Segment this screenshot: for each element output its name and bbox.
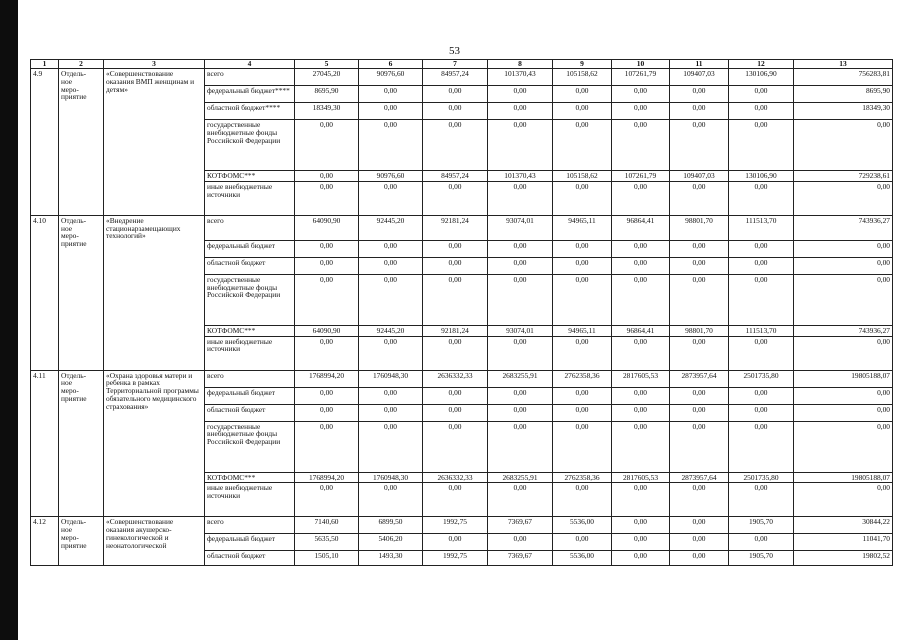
amount-cell: 0,00: [670, 551, 729, 566]
column-header: 2: [59, 60, 104, 69]
amount-cell: 0,00: [729, 181, 794, 215]
budget-table: [30, 59, 893, 566]
amount-cell: 0,00: [295, 257, 359, 274]
amount-cell: 0,00: [295, 404, 359, 421]
measure-number: 4.9: [31, 69, 59, 216]
amount-cell: 0,00: [729, 240, 794, 257]
column-header: 3: [104, 60, 205, 69]
amount-cell: 84957,24: [423, 171, 488, 182]
funding-source: иные внебюджетные источники: [205, 181, 295, 215]
amount-cell: 0,00: [359, 404, 423, 421]
amount-cell: 101370,43: [488, 69, 553, 86]
amount-cell: 107261,79: [612, 171, 670, 182]
funding-source: КОТФОМС***: [205, 325, 295, 336]
funding-source: федеральный бюджет: [205, 387, 295, 404]
amount-cell: 0,00: [359, 257, 423, 274]
amount-cell: 0,00: [423, 257, 488, 274]
amount-cell: 0,00: [423, 86, 488, 103]
amount-cell: 98801,70: [670, 215, 729, 240]
amount-cell: 0,00: [488, 257, 553, 274]
amount-cell: 0,00: [488, 534, 553, 551]
amount-cell: 1905,70: [729, 517, 794, 534]
amount-cell: 96864,41: [612, 215, 670, 240]
amount-cell: 0,00: [295, 387, 359, 404]
amount-cell: 18349,30: [295, 103, 359, 120]
amount-cell: 729238,61: [794, 171, 893, 182]
amount-cell: 0,00: [670, 517, 729, 534]
amount-cell: 0,00: [794, 387, 893, 404]
amount-cell: 0,00: [729, 421, 794, 472]
measure-number: 4.11: [31, 370, 59, 517]
amount-cell: 92181,24: [423, 215, 488, 240]
amount-cell: 0,00: [729, 404, 794, 421]
measure-type: Отдель- ное меро- приятие: [59, 69, 104, 216]
funding-source: всего: [205, 370, 295, 387]
amount-cell: 0,00: [359, 483, 423, 517]
amount-cell: 0,00: [488, 404, 553, 421]
amount-cell: 0,00: [423, 387, 488, 404]
measure-type: Отдель- ное меро- приятие: [59, 517, 104, 566]
amount-cell: 7369,67: [488, 551, 553, 566]
amount-cell: 92181,24: [423, 325, 488, 336]
amount-cell: 0,00: [670, 86, 729, 103]
column-header: 9: [553, 60, 612, 69]
column-header: 13: [794, 60, 893, 69]
amount-cell: 0,00: [729, 274, 794, 325]
amount-cell: 0,00: [295, 483, 359, 517]
amount-cell: 0,00: [794, 404, 893, 421]
amount-cell: 0,00: [729, 103, 794, 120]
amount-cell: 0,00: [359, 181, 423, 215]
amount-cell: 0,00: [553, 336, 612, 370]
funding-source: всего: [205, 517, 295, 534]
amount-cell: 8695,90: [295, 86, 359, 103]
column-header: 6: [359, 60, 423, 69]
funding-source: КОТФОМС***: [205, 472, 295, 483]
column-header: 8: [488, 60, 553, 69]
amount-cell: 743936,27: [794, 215, 893, 240]
amount-cell: 0,00: [488, 181, 553, 215]
amount-cell: 0,00: [359, 421, 423, 472]
amount-cell: 6899,50: [359, 517, 423, 534]
column-header: 10: [612, 60, 670, 69]
amount-cell: 0,00: [612, 181, 670, 215]
column-header: 5: [295, 60, 359, 69]
amount-cell: 0,00: [612, 534, 670, 551]
amount-cell: 0,00: [295, 274, 359, 325]
amount-cell: 101370,43: [488, 171, 553, 182]
amount-cell: 0,00: [612, 336, 670, 370]
amount-cell: 11041,70: [794, 534, 893, 551]
funding-source: федеральный бюджет: [205, 534, 295, 551]
amount-cell: 2762358,36: [553, 472, 612, 483]
amount-cell: 0,00: [670, 387, 729, 404]
column-header: 1: [31, 60, 59, 69]
measure-number: 4.10: [31, 215, 59, 370]
amount-cell: 0,00: [488, 120, 553, 171]
amount-cell: 0,00: [359, 336, 423, 370]
amount-cell: 0,00: [612, 86, 670, 103]
amount-cell: 0,00: [612, 120, 670, 171]
amount-cell: 2683255,91: [488, 370, 553, 387]
amount-cell: 109407,03: [670, 69, 729, 86]
amount-cell: 130106,90: [729, 69, 794, 86]
amount-cell: 2873957,64: [670, 370, 729, 387]
amount-cell: 0,00: [553, 421, 612, 472]
amount-cell: 0,00: [553, 534, 612, 551]
amount-cell: 64090,90: [295, 325, 359, 336]
amount-cell: 0,00: [670, 240, 729, 257]
amount-cell: 96864,41: [612, 325, 670, 336]
amount-cell: 0,00: [488, 240, 553, 257]
amount-cell: 0,00: [729, 387, 794, 404]
column-header-row: [31, 60, 893, 69]
amount-cell: 1768994,20: [295, 370, 359, 387]
amount-cell: 0,00: [423, 404, 488, 421]
amount-cell: 5536,00: [553, 551, 612, 566]
funding-source: иные внебюджетные источники: [205, 336, 295, 370]
amount-cell: 130106,90: [729, 171, 794, 182]
amount-cell: 1992,75: [423, 517, 488, 534]
column-header: 11: [670, 60, 729, 69]
amount-cell: 93074,01: [488, 325, 553, 336]
amount-cell: 0,00: [488, 387, 553, 404]
amount-cell: 0,00: [670, 483, 729, 517]
amount-cell: 0,00: [612, 387, 670, 404]
amount-cell: 0,00: [295, 171, 359, 182]
amount-cell: 0,00: [359, 120, 423, 171]
amount-cell: 64090,90: [295, 215, 359, 240]
amount-cell: 0,00: [612, 551, 670, 566]
amount-cell: 27045,20: [295, 69, 359, 86]
amount-cell: 0,00: [612, 274, 670, 325]
amount-cell: 2501735,80: [729, 370, 794, 387]
measure-number: 4.12: [31, 517, 59, 566]
amount-cell: 7369,67: [488, 517, 553, 534]
amount-cell: 30844,22: [794, 517, 893, 534]
funding-source: государственные внебюджетные фонды Российской Федерации: [205, 421, 295, 472]
amount-cell: 0,00: [612, 257, 670, 274]
column-header: 12: [729, 60, 794, 69]
amount-cell: 1505,10: [295, 551, 359, 566]
amount-cell: 0,00: [359, 103, 423, 120]
measure-type: Отдель- ное меро- приятие: [59, 370, 104, 517]
amount-cell: 2683255,91: [488, 472, 553, 483]
amount-cell: 0,00: [670, 404, 729, 421]
amount-cell: 756283,81: [794, 69, 893, 86]
funding-source: федеральный бюджет****: [205, 86, 295, 103]
amount-cell: 19805188,07: [794, 370, 893, 387]
amount-cell: 111513,70: [729, 325, 794, 336]
measure-name: «Совершенствование оказания акушерско-гинекологической и неонатологической: [104, 517, 205, 566]
amount-cell: 0,00: [423, 240, 488, 257]
page-number: 53: [449, 45, 460, 57]
amount-cell: 92445,20: [359, 325, 423, 336]
column-header: 4: [205, 60, 295, 69]
amount-cell: 0,00: [612, 404, 670, 421]
amount-cell: 0,00: [295, 336, 359, 370]
amount-cell: 0,00: [295, 421, 359, 472]
funding-source: КОТФОМС***: [205, 171, 295, 182]
amount-cell: 111513,70: [729, 215, 794, 240]
amount-cell: 18349,30: [794, 103, 893, 120]
amount-cell: 0,00: [423, 274, 488, 325]
amount-cell: 0,00: [670, 534, 729, 551]
amount-cell: 19805188,07: [794, 472, 893, 483]
amount-cell: 0,00: [794, 483, 893, 517]
measure-type: Отдель- ное меро- приятие: [59, 215, 104, 370]
funding-source: государственные внебюджетные фонды Российской Федерации: [205, 120, 295, 171]
amount-cell: 0,00: [670, 181, 729, 215]
amount-cell: 0,00: [488, 274, 553, 325]
amount-cell: 0,00: [670, 103, 729, 120]
amount-cell: 743936,27: [794, 325, 893, 336]
amount-cell: 0,00: [359, 240, 423, 257]
amount-cell: 0,00: [670, 257, 729, 274]
amount-cell: 0,00: [359, 86, 423, 103]
amount-cell: 0,00: [729, 534, 794, 551]
amount-cell: 0,00: [488, 336, 553, 370]
funding-source: федеральный бюджет: [205, 240, 295, 257]
amount-cell: 90976,60: [359, 69, 423, 86]
amount-cell: 0,00: [729, 336, 794, 370]
amount-cell: 0,00: [359, 274, 423, 325]
amount-cell: 93074,01: [488, 215, 553, 240]
scan-edge: [0, 0, 18, 640]
amount-cell: 0,00: [612, 483, 670, 517]
amount-cell: 8695,90: [794, 86, 893, 103]
table-row: [31, 215, 893, 240]
amount-cell: 0,00: [488, 103, 553, 120]
amount-cell: 107261,79: [612, 69, 670, 86]
amount-cell: 0,00: [612, 103, 670, 120]
amount-cell: 1493,30: [359, 551, 423, 566]
amount-cell: 0,00: [729, 483, 794, 517]
amount-cell: 0,00: [553, 240, 612, 257]
table-row: [31, 69, 893, 86]
table-row: [31, 370, 893, 387]
measure-name: «Совершенствование оказания ВМП женщинам и детям»: [104, 69, 205, 216]
amount-cell: 0,00: [423, 336, 488, 370]
measure-name: «Внедрение стационарзамещающих технологий»: [104, 215, 205, 370]
amount-cell: 0,00: [794, 274, 893, 325]
funding-source: всего: [205, 69, 295, 86]
amount-cell: 0,00: [423, 181, 488, 215]
amount-cell: 0,00: [794, 120, 893, 171]
funding-source: областной бюджет: [205, 551, 295, 566]
amount-cell: 94965,11: [553, 325, 612, 336]
amount-cell: 0,00: [670, 336, 729, 370]
amount-cell: 2873957,64: [670, 472, 729, 483]
amount-cell: 5635,50: [295, 534, 359, 551]
amount-cell: 0,00: [423, 103, 488, 120]
amount-cell: 1760948,30: [359, 370, 423, 387]
amount-cell: 0,00: [553, 483, 612, 517]
amount-cell: 0,00: [670, 421, 729, 472]
amount-cell: 98801,70: [670, 325, 729, 336]
amount-cell: 2636332,33: [423, 472, 488, 483]
amount-cell: 0,00: [612, 240, 670, 257]
amount-cell: 0,00: [488, 421, 553, 472]
column-header: 7: [423, 60, 488, 69]
amount-cell: 92445,20: [359, 215, 423, 240]
funding-source: областной бюджет: [205, 404, 295, 421]
amount-cell: 0,00: [794, 421, 893, 472]
amount-cell: 0,00: [670, 274, 729, 325]
amount-cell: 0,00: [359, 387, 423, 404]
amount-cell: 0,00: [423, 483, 488, 517]
amount-cell: 7140,60: [295, 517, 359, 534]
amount-cell: 1768994,20: [295, 472, 359, 483]
amount-cell: 109407,03: [670, 171, 729, 182]
funding-source: иные внебюджетные источники: [205, 483, 295, 517]
amount-cell: 0,00: [794, 257, 893, 274]
amount-cell: 0,00: [488, 483, 553, 517]
amount-cell: 0,00: [553, 404, 612, 421]
amount-cell: 19802,52: [794, 551, 893, 566]
funding-source: государственные внебюджетные фонды Российской Федерации: [205, 274, 295, 325]
amount-cell: 0,00: [729, 120, 794, 171]
amount-cell: 84957,24: [423, 69, 488, 86]
amount-cell: 2817605,53: [612, 370, 670, 387]
amount-cell: 0,00: [794, 336, 893, 370]
amount-cell: 2636332,33: [423, 370, 488, 387]
funding-source: областной бюджет: [205, 257, 295, 274]
measure-name: «Охрана здоровья матери и ребенка в рамках Территориальной программы обязательного медицинского страхования»: [104, 370, 205, 517]
amount-cell: 0,00: [612, 421, 670, 472]
amount-cell: 105158,62: [553, 171, 612, 182]
table-body: [31, 69, 893, 566]
amount-cell: 0,00: [553, 181, 612, 215]
amount-cell: 0,00: [423, 120, 488, 171]
amount-cell: 0,00: [612, 517, 670, 534]
amount-cell: 0,00: [295, 120, 359, 171]
amount-cell: 1905,70: [729, 551, 794, 566]
amount-cell: 0,00: [488, 86, 553, 103]
funding-source: всего: [205, 215, 295, 240]
amount-cell: 2501735,80: [729, 472, 794, 483]
amount-cell: 0,00: [423, 421, 488, 472]
funding-source: областной бюджет****: [205, 103, 295, 120]
amount-cell: 2817605,53: [612, 472, 670, 483]
amount-cell: 0,00: [553, 86, 612, 103]
amount-cell: 0,00: [670, 120, 729, 171]
table-row: [31, 517, 893, 534]
amount-cell: 1760948,30: [359, 472, 423, 483]
amount-cell: 0,00: [553, 103, 612, 120]
amount-cell: 0,00: [553, 257, 612, 274]
amount-cell: 0,00: [794, 240, 893, 257]
amount-cell: 0,00: [295, 181, 359, 215]
amount-cell: 2762358,36: [553, 370, 612, 387]
amount-cell: 5536,00: [553, 517, 612, 534]
amount-cell: 90976,60: [359, 171, 423, 182]
amount-cell: 5406,20: [359, 534, 423, 551]
amount-cell: 0,00: [553, 274, 612, 325]
amount-cell: 0,00: [553, 120, 612, 171]
amount-cell: 94965,11: [553, 215, 612, 240]
amount-cell: 0,00: [729, 257, 794, 274]
amount-cell: 0,00: [553, 387, 612, 404]
amount-cell: 0,00: [729, 86, 794, 103]
amount-cell: 0,00: [794, 181, 893, 215]
amount-cell: 105158,62: [553, 69, 612, 86]
amount-cell: 0,00: [295, 240, 359, 257]
amount-cell: 0,00: [423, 534, 488, 551]
amount-cell: 1992,75: [423, 551, 488, 566]
